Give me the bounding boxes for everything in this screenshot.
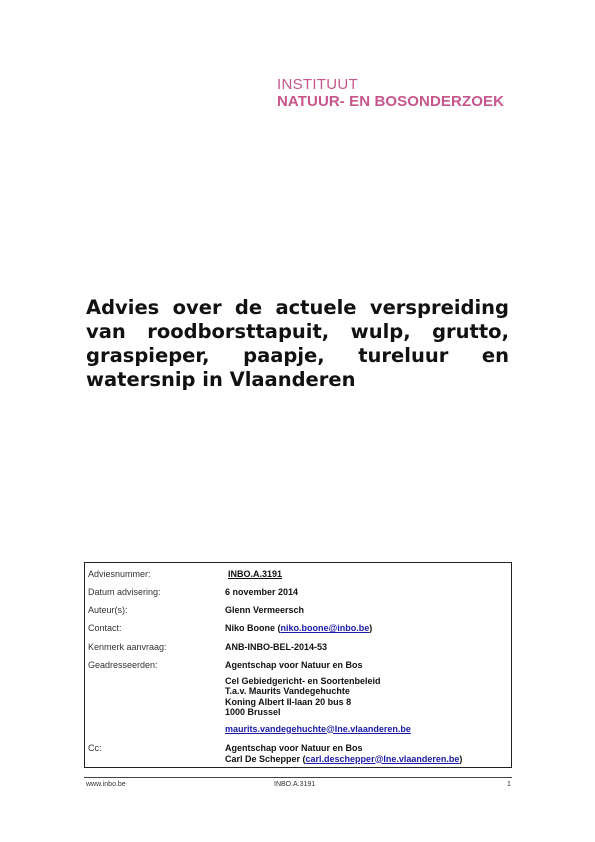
geadresseerden-line: Koning Albert II-laan 20 bus 8 bbox=[225, 696, 352, 707]
geadresseerden-line: Cel Gebiedgericht- en Soortenbeleid bbox=[225, 675, 381, 686]
value-cc bbox=[225, 743, 462, 764]
footer-divider bbox=[84, 777, 512, 778]
label-datum: Datum advisering: bbox=[88, 587, 161, 597]
label-cc: Cc: bbox=[88, 743, 102, 753]
label-geadresseerden: Geadresseerden: bbox=[88, 660, 158, 670]
label-adviesnummer: Adviesnummer: bbox=[88, 569, 151, 579]
cc-contact bbox=[225, 754, 462, 765]
contact-close: ) bbox=[369, 623, 373, 633]
value-contact bbox=[225, 623, 372, 634]
footer-website: www.inbo.be bbox=[86, 781, 126, 788]
inbo-logo bbox=[277, 76, 504, 110]
geadresseerden-org: Agentschap voor Natuur en Bos bbox=[225, 660, 363, 670]
cc-close: ) bbox=[459, 753, 463, 764]
contact-email-link[interactable]: niko.boone@inbo.be bbox=[280, 623, 370, 633]
cc-org: Agentschap voor Natuur en Bos bbox=[225, 743, 363, 753]
advice-info-table bbox=[84, 562, 512, 768]
value-adviesnummer: INBO.A.3191 bbox=[228, 569, 283, 579]
label-kenmerk: Kenmerk aanvraag: bbox=[88, 642, 167, 652]
value-kenmerk: ANB-INBO-BEL-2014-53 bbox=[225, 642, 328, 652]
geadresseerden-email-link[interactable]: maurits.vandegehuchte@lne.vlaanderen.be bbox=[225, 723, 411, 734]
footer-reference: INBO.A.3191 bbox=[274, 781, 316, 788]
cc-name: Carl De Schepper ( bbox=[225, 753, 306, 764]
cc-email-link[interactable]: carl.deschepper@lne.vlaanderen.be bbox=[305, 753, 460, 764]
footer-page-number: 1 bbox=[507, 781, 511, 788]
label-auteur: Auteur(s): bbox=[88, 605, 128, 615]
geadresseerden-line: 1000 Brussel bbox=[225, 707, 281, 717]
value-auteur: Glenn Vermeersch bbox=[225, 605, 305, 615]
logo-line-1: INSTITUUT bbox=[277, 76, 359, 93]
geadresseerden-line: T.a.v. Maurits Vandegehuchte bbox=[225, 686, 350, 696]
label-contact: Contact: bbox=[88, 623, 122, 633]
logo-line-2: NATUUR- EN BOSONDERZOEK bbox=[277, 93, 505, 110]
contact-name: Niko Boone ( bbox=[225, 623, 281, 633]
document-title: Advies over de actuele verspreiding van roodborsttapuit, wulp, grutto, graspieper, paapje, tureluur en watersnip in Vlaanderen bbox=[86, 296, 509, 391]
value-datum: 6 november 2014 bbox=[225, 587, 299, 597]
value-geadresseerden bbox=[225, 660, 411, 734]
